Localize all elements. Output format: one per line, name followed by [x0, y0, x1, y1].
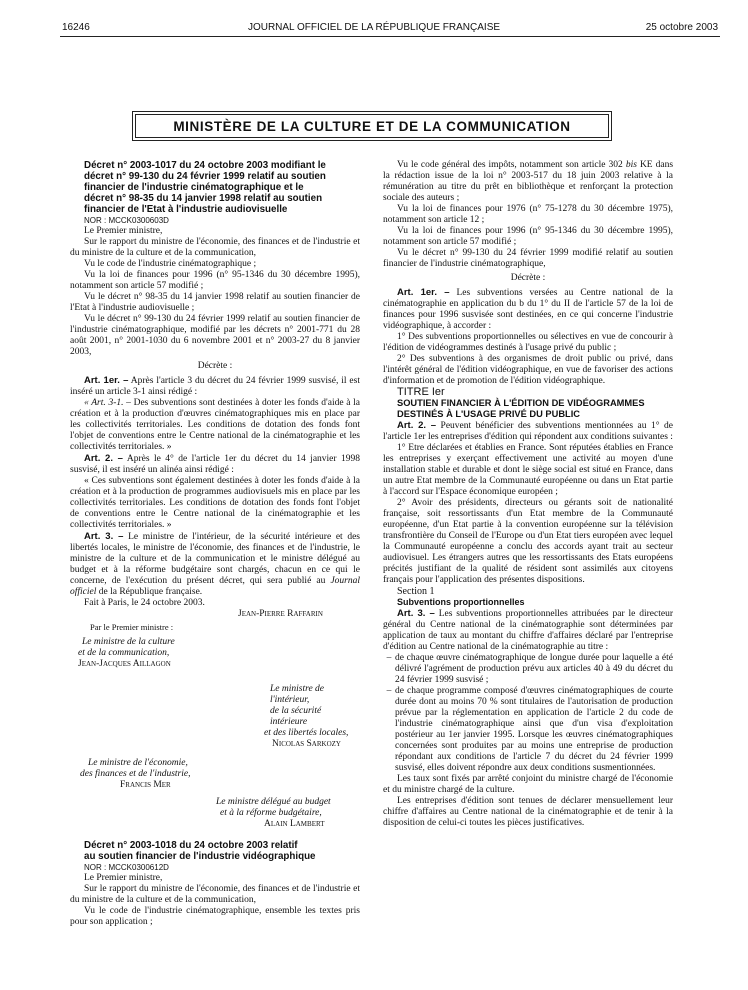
article-label: Art. 3. – [84, 531, 124, 542]
article-text: Les subventions versées au Centre national de la cinématographie en application du b du 1° du II de l'article 57 de la loi de finances pour 1996 susvisée sont destinées, en ce qui concerne l'industrie vidéographique, à accorder : [383, 288, 673, 331]
decree1-title-line: financier de l'industrie cinématographique et le [84, 182, 304, 193]
right-column [383, 160, 673, 829]
decree2-article-1-item: 2° Des subventions à des organismes de droit public ou privé, dans l'intérêt général de l'édition vidéographique, en vue de favoriser des actions d'information et de promotion de l'édition vidéographique. [383, 354, 673, 386]
signatory-title: Le ministre délégué au budget [216, 797, 331, 807]
ministry-heading-box [132, 111, 612, 141]
dash-item: – de chaque œuvre cinématographique de longue durée pour laquelle a été délivré l'agrément de production prévu aux articles 40 à 49 du décret du 24 février 1999 susvisé ; [386, 653, 673, 685]
decree2-decrete: Décrète : [510, 273, 546, 283]
decree2-title-line: Décret n° 2003-1018 du 24 octobre 2003 relatif [84, 840, 298, 851]
decree1-nor: NOR : MCCK0300603D [84, 216, 169, 225]
decree2-title [70, 840, 360, 862]
decree1-title-line: financier de l'Etat à l'industrie audiovisuelle [84, 204, 288, 215]
decree1-title-line: Décret n° 2003-1017 du 24 octobre 2003 modifiant le [84, 160, 326, 171]
signatory-title: des finances et de l'industrie, [80, 769, 191, 779]
decree1-article-1 [70, 375, 360, 398]
dash-item-text: de chaque œuvre cinématographique de longue durée pour laquelle a été délivré l'agrément de production prévu aux articles 40 à 49 du décret du 24 février 1999 susvisé ; [395, 653, 673, 685]
decree1-decrete: Décrète : [197, 361, 233, 371]
decree2-nor: NOR : MCCK0300612D [84, 863, 169, 872]
signatory-name: Alain Lambert [264, 819, 325, 829]
decree2-article-1 [383, 287, 673, 332]
visa-text: KE dans la rédaction issue de la loi n° 2003-517 du 18 juin 2003 relative à la rémunération au titre du prêt en bibliothèque et renforçant la protection sociale des auteurs ; [383, 160, 674, 203]
decree2-rapport: Sur le rapport du ministre de l'économie, des finances et de l'industrie et du ministre de la culture et de la communication, [70, 884, 360, 905]
journal-title: JOURNAL OFFICIEL DE LA RÉPUBLIQUE FRANÇAISE [247, 22, 501, 33]
decree2-taux: Les taux sont fixés par arrêté conjoint du ministre chargé de l'économie et du ministre chargé de la culture. [383, 774, 673, 795]
page-number: 16246 [62, 22, 90, 33]
decree2-visa: Vu le décret n° 99-130 du 24 février 1999 modifié relatif au soutien financier de l'industrie cinématographique, [383, 248, 673, 269]
signatory-title: Le ministre de la culture [82, 637, 175, 647]
signatory-title: et de la communication, [78, 648, 170, 658]
dash-item: – de chaque programme composé d'œuvres cinématographiques de courte durée dont au moins 70 % sont titulaires de l'autorisation de production prévue par la réglementation en application de l'article 2 du code de l'industrie cinématographique ainsi que d'un visa d'exploitation postérieur au 1er janvier 1995. Lorsque les œuvres cinématographiques concernées sont produites par au moins une entreprise de production répondant aux conditions de l'article 7 du décret du 24 février 1999 susvisé, elles doivent répondre aux deux conditions susmentionnées. [386, 686, 673, 773]
article-text: Le ministre de l'intérieur, de la sécurité intérieure et des libertés locales, le ministre de l'économie, des finances et de l'industrie, le ministre de la culture et de la communication et le ministre délégué au budget et à la réforme budgétaire sont chargés, chacun en ce qui le concerne, de l'exécution du présent décret, qui sera publié au [70, 532, 361, 586]
decree2-visa: Vu la loi de finances pour 1976 (n° 75-1278 du 30 décembre 1975), notamment son article 12 ; [383, 204, 673, 225]
decree2-article-1-item: 1° Des subventions proportionnelles ou sélectives en vue de concourir à l'édition de vidéogrammes destinés à l'usage privé du public ; [383, 332, 673, 353]
decree2-visa: Vu le code de l'industrie cinématographique, ensemble les textes pris pour son application ; [70, 906, 360, 927]
dash-item-text: de chaque programme composé d'œuvres cinématographiques de courte durée dont au moins 70 % sont titulaires de l'autorisation de production prévue par la réglementation en application de l'article 2 du code de l'industrie cinématographique ainsi que d'un visa d'exploitation postérieur au 1er janvier 1995. Lorsque les œuvres cinématographiques concernées sont produites par au moins une entreprise de production répondant aux conditions de l'article 7 du décret du 24 février 1999 susvisé, elles doivent répondre aux deux conditions susmentionnées. [395, 686, 673, 773]
journal-officiel-ref: Journal officiel [70, 576, 361, 597]
article-label: Art. 2. – [84, 453, 123, 464]
decree1-rapport: Sur le rapport du ministre de l'économie, des finances et de l'industrie et du ministre de la culture et de la communication, [70, 237, 360, 258]
left-column [70, 160, 360, 928]
titre-subheading: DESTINÉS À L'USAGE PRIVÉ DU PUBLIC [397, 409, 581, 419]
decree1-visa: Vu la loi de finances pour 1996 (n° 95-1346 du 30 décembre 1995), notamment son article 57 modifié ; [70, 270, 360, 291]
decree1-article-3-1 [70, 398, 360, 453]
article-text: Les subventions proportionnelles attribuées par le directeur général du Centre national de la cinématographie sont déterminées par application de taux au montant du chiffre d'affaires déclaré par l'entreprise d'édition au Centre national de la cinématographie au titre : [383, 609, 673, 652]
decree2-title-line: au soutien financier de l'industrie vidéographique [84, 851, 316, 862]
decree1-visa: Vu le décret n° 98-35 du 14 janvier 1998 relatif au soutien financier de l'Etat à l'industrie audiovisuelle ; [70, 292, 360, 313]
ministry-heading: MINISTÈRE DE LA CULTURE ET DE LA COMMUNICATION [135, 114, 609, 138]
article-label: Art. 1er. – [397, 287, 450, 298]
article-text: Après l'article 3 du décret du 24 février 1999 susvisé, il est inséré un article 3-1 ainsi rédigé : [70, 376, 360, 397]
decree2-premier-ministre: Le Premier ministre, [84, 873, 163, 883]
article-label: Art. 1er. – [84, 375, 129, 386]
titre-heading: TITRE Ier [397, 386, 445, 398]
signatory-name: Jean-Jacques Aillagon [78, 659, 171, 669]
par-premier-ministre: Par le Premier ministre : [90, 622, 174, 632]
decree1-title-line: décret n° 99-130 du 24 février 1999 relatif au soutien [84, 171, 326, 182]
decree2-visa-cgi [383, 160, 673, 204]
decree2-entreprises: Les entreprises d'édition sont tenues de déclarer mensuellement leur chiffre d'affaires au Centre national de la cinématographie et de tenir à la disposition de celui-ci toutes les pièces justificatives. [383, 796, 673, 828]
article-text: Des subventions sont destinées à doter les fonds d'aide à la création et à la production d'œuvres cinématographiques mis en place par les collectivités territoriales. Les conditions de dotation des fonds font l'objet de conventions entre le Centre national de la cinématographie et les collectivités territoriales. » [70, 398, 360, 452]
decree2-article-2-item: 1° Etre déclarées et établies en France. Sont réputées établies en France les entreprises y exerçant effectivement une activité au moyen d'une installation stable et durable et dont le siège social est situé en France, dans un autre Etat membre de la Communauté européenne ou dans un Etat partie à l'accord sur l'Espace économique européen ; [383, 443, 673, 497]
article-text: Peuvent bénéficier des subventions mentionnées au 1° de l'article 1er les entreprises d'édition qui répondent aux conditions suivantes : [383, 421, 673, 442]
visa-text: Vu le code général des impôts, notamment son article 302 [397, 160, 623, 170]
section-heading: Section 1 [397, 586, 435, 597]
decree2-article-2 [383, 420, 673, 443]
bis-mark: bis [625, 160, 637, 170]
decree2-article-2-item: 2° Avoir des présidents, directeurs ou gérants soit de nationalité française, soit ressortissants d'un Etat membre de la Communauté européenne, d'un Etat partie à la convention européenne sur la télévision transfrontière du Conseil de l'Europe ou d'un Etat tiers européen avec lequel la Communauté européenne a conclu des accords ayant trait au secteur audiovisuel. Les étrangers autres que les ressortissants des Etats européens précités justifiant de la qualité de résident sont assimilés aux citoyens français pour l'application des présentes dispositions. [383, 498, 673, 585]
decree1-article-3 [70, 531, 360, 598]
decree1-article-2 [70, 453, 360, 476]
decree2-visa: Vu la loi de finances pour 1996 (n° 95-1346 du 30 décembre 1995), notamment son article 57 modifié ; [383, 226, 673, 247]
decree1-title-line: décret n° 98-35 du 14 janvier 1998 relatif au soutien [84, 193, 323, 204]
article-label: Art. 3. – [397, 608, 435, 619]
decree1-title [70, 160, 360, 215]
signatory-name: Francis Mer [120, 780, 171, 790]
signatory-title: et à la réforme budgétaire, [220, 808, 322, 818]
decree1-visa: Vu le décret n° 99-130 du 24 février 1999 relatif au soutien financier de l'industrie cinématographique, modifié par les décrets n° 2001-771 du 28 août 2001, n° 2001-1030 du 6 novembre 2001 et n° 2003-27 du 8 janvier 2003, [70, 314, 360, 357]
article-label: Art. 2. – [397, 420, 437, 431]
signatory-title: de la sécurité intérieure [270, 706, 322, 727]
signatory-name: Jean-Pierre Raffarin [238, 609, 323, 619]
decree1-visa: Vu le code de l'industrie cinématographique ; [84, 259, 257, 269]
decree1-article-2-quote: « Ces subventions sont également destinées à doter les fonds d'aide à la création et à la production de programmes audiovisuels mis en place par les collectivités territoriales. Les conditions de dotation des fonds font l'objet de conventions entre le Centre national de la cinématographie et les collectivités territoriales. » [70, 476, 360, 530]
article-text: Après le 4° de l'article 1er du décret du 14 janvier 1998 susvisé, il est inséré un alinéa ainsi rédigé : [70, 454, 360, 475]
section-subheading: Subventions proportionnelles [397, 597, 525, 607]
signatory-title: et des libertés locales, [264, 728, 349, 738]
signatory-title: Le ministre de l'économie, [88, 758, 188, 768]
signatory-title: Le ministre de l'intérieur, [270, 684, 325, 705]
decree1-fait: Fait à Paris, le 24 octobre 2003. [84, 598, 205, 608]
issue-date: 25 octobre 2003 [645, 22, 718, 33]
titre-subheading: SOUTIEN FINANCIER À L'ÉDITION DE VIDÉOGRAMMES [397, 398, 645, 408]
decree1-signatures [70, 609, 360, 830]
decree1-premier-ministre: Le Premier ministre, [84, 226, 163, 236]
signatory-name: Nicolas Sarkozy [272, 739, 341, 749]
header-rule [60, 36, 720, 37]
article-label: « Art. 3-1. – [84, 398, 131, 408]
article-text: de la République française. [98, 587, 203, 597]
decree2-article-3 [383, 608, 673, 653]
